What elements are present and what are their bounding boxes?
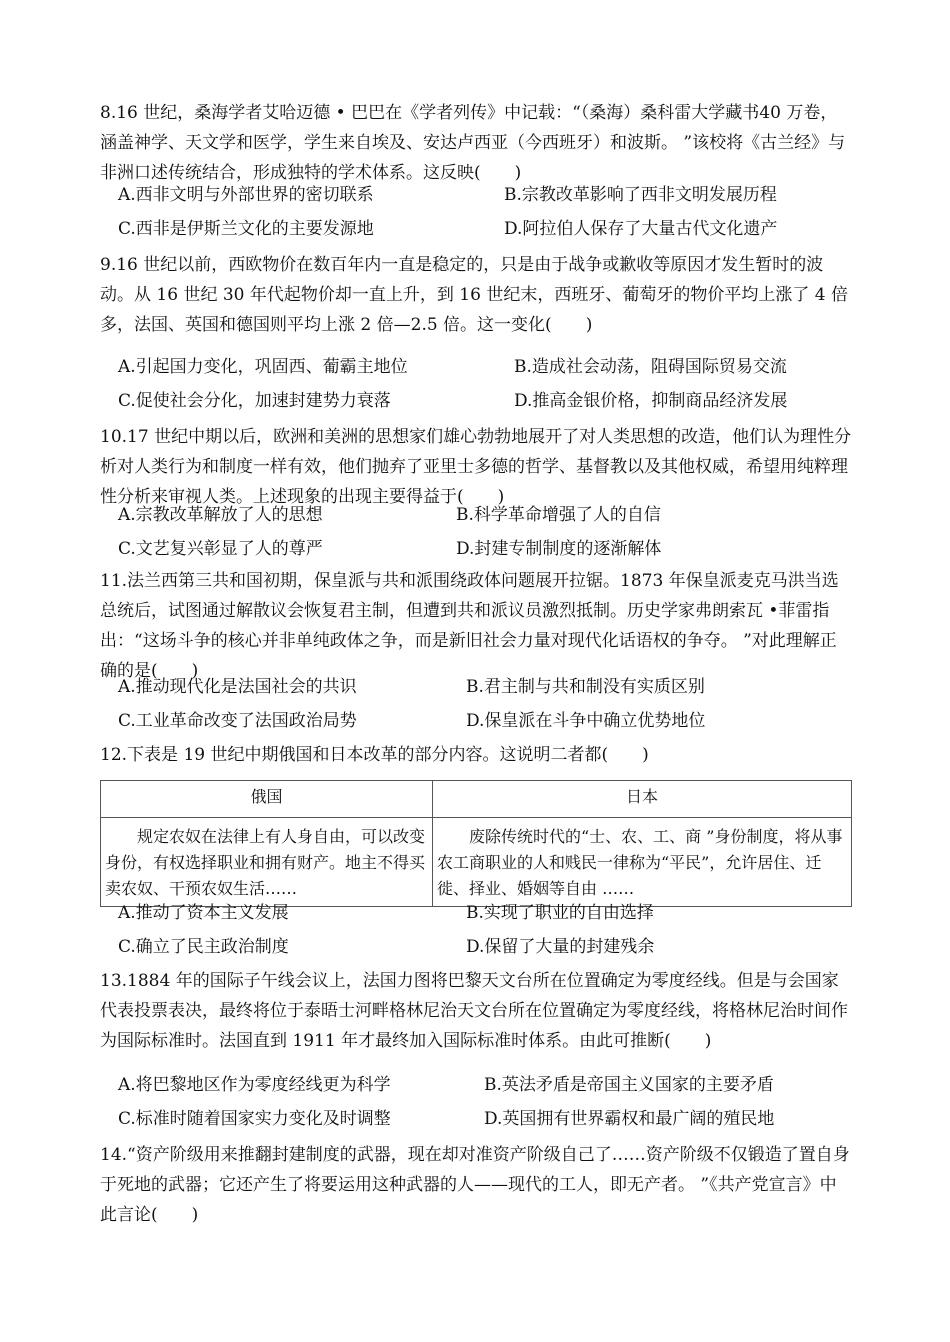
option-b[interactable]: B.实现了职业的自由选择 [466, 903, 654, 923]
question-14: 14.“资产阶级用来推翻封建制度的武器，现在却对准资产阶级自己了……资产阶级不仅锻造了置自身于死地的武器；它还产生了将要运用这种武器的人——现代的工人，即无产者。 ”《共产党宣言》中此言论( ) [100, 1145, 850, 1225]
table-header-row [101, 781, 852, 818]
option-c[interactable]: C.工业革命改变了法国政治局势 [118, 711, 357, 731]
option-a[interactable]: A.推动现代化是法国社会的共识 [118, 677, 357, 697]
table-header-japan: 日本 [433, 781, 852, 818]
table-header-russia: 俄国 [101, 781, 433, 818]
option-d[interactable]: D.阿拉伯人保存了大量古代文化遗产 [504, 219, 778, 239]
option-b[interactable]: B.君主制与共和制没有实质区别 [466, 677, 705, 697]
option-row [118, 704, 858, 738]
option-d[interactable]: D.英国拥有世界霸权和最广阔的殖民地 [484, 1109, 775, 1129]
option-c[interactable]: C.西非是伊斯兰文化的主要发源地 [118, 219, 374, 239]
option-row [118, 1068, 858, 1102]
option-a[interactable]: A.引起国力变化，巩固西、葡霸主地位 [118, 357, 408, 377]
question-8: 8.16 世纪，桑海学者艾哈迈德 • 巴巴在《学者列传》中记载：“（桑海）桑科雷大学藏书40 万卷，涵盖神学、天文学和医学，学生来自埃及、安达卢西亚（今西班牙）和波斯。 ”该校将《古兰经》与非洲口述传统结合，形成独特的学术体系。这反映( ) [100, 103, 846, 183]
question-9: 9.16 世纪以前，西欧物价在数百年内一直是稳定的，只是由于战争或歉收等原因才发生暂时的波动。从 16 世纪 30 年代起物价却一直上升，到 16 世纪末，西班牙、葡萄牙的物价平均上涨了 4 倍多，法国、英国和德国则平均上涨 2 倍—2.5 倍。这一变化( ) [100, 255, 848, 335]
option-c[interactable]: C.促使社会分化，加速封建势力衰落 [118, 391, 391, 411]
question-13: 13.1884 年的国际子午线会议上，法国力图将巴黎天文台所在位置确定为零度经线。但是与会国家代表投票表决，最终将位于泰晤士河畔格林尼治天文台所在位置确定为零度经线，将格林尼治时间作为国际标准时。法国直到 1911 年才最终加入国际标准时体系。由此可推断( ) [100, 971, 848, 1051]
question-13-options [118, 1068, 858, 1136]
table-cell-japan: 废除传统时代的“士、农、工、商 ”身份制度，将从事农工商职业的人和贱民一律称为“平民”，允许居住、迁徙、择业、婚姻等自由 …… [433, 818, 852, 907]
option-a[interactable]: A.西非文明与外部世界的密切联系 [118, 185, 374, 205]
question-10-options [118, 498, 858, 566]
table-row [101, 818, 852, 907]
option-c[interactable]: C.文艺复兴彰显了人的尊严 [118, 539, 323, 559]
option-d[interactable]: D.推高金银价格，抑制商品经济发展 [514, 391, 788, 411]
option-row [118, 350, 858, 384]
option-b[interactable]: B.科学革命增强了人的自信 [456, 505, 661, 525]
option-row [118, 212, 858, 246]
question-10: 10.17 世纪中期以后，欧洲和美洲的思想家们雄心勃勃地展开了对人类思想的改造，他们认为理性分析对人类行为和制度一样有效，他们抛弃了亚里士多德的哲学、基督教以及其他权威，希望用纯粹理性分析来审视人类。上述现象的出现主要得益于( ) [100, 427, 852, 507]
question-12-options [118, 896, 858, 964]
option-row [118, 1102, 858, 1136]
option-row [118, 532, 858, 566]
option-a[interactable]: A.将巴黎地区作为零度经线更为科学 [118, 1075, 391, 1095]
question-11: 11.法兰西第三共和国初期，保皇派与共和派围绕政体问题展开拉锯。1873 年保皇派麦克马洪当选总统后，试图通过解散议会恢复君主制，但遭到共和派议员激烈抵制。历史学家弗朗索瓦 •菲雷指出：“这场斗争的核心并非单纯政体之争，而是新旧社会力量对现代化话语权的争夺。 ”对此理解正确的是( ) [100, 571, 839, 681]
option-a[interactable]: A.推动了资本主义发展 [118, 903, 289, 923]
option-b[interactable]: B.宗教改革影响了西非文明发展历程 [504, 185, 777, 205]
option-row [118, 930, 858, 964]
option-b[interactable]: B.造成社会动荡，阻碍国际贸易交流 [514, 357, 787, 377]
option-c[interactable]: C.标准时随着国家实力变化及时调整 [118, 1109, 391, 1129]
option-a[interactable]: A.宗教改革解放了人的思想 [118, 505, 323, 525]
option-d[interactable]: D.封建专制制度的逐渐解体 [456, 539, 662, 559]
question-11-options [118, 670, 858, 738]
option-row [118, 384, 858, 418]
option-b[interactable]: B.英法矛盾是帝国主义国家的主要矛盾 [484, 1075, 774, 1095]
option-row [118, 178, 858, 212]
reform-comparison-table [100, 780, 852, 907]
option-row [118, 670, 858, 704]
option-c[interactable]: C.确立了民主政治制度 [118, 937, 289, 957]
table-cell-russia: 规定农奴在法律上有人身自由，可以改变身份，有权选择职业和拥有财产。地主不得买卖农奴、干预农奴生活…… [101, 818, 433, 907]
question-8-options [118, 178, 858, 246]
question-9-options [118, 350, 858, 418]
option-row [118, 498, 858, 532]
question-12: 12.下表是 19 世纪中期俄国和日本改革的部分内容。这说明二者都( ) [100, 745, 649, 765]
option-d[interactable]: D.保皇派在斗争中确立优势地位 [466, 711, 706, 731]
option-d[interactable]: D.保留了大量的封建残余 [466, 937, 655, 957]
option-row [118, 896, 858, 930]
